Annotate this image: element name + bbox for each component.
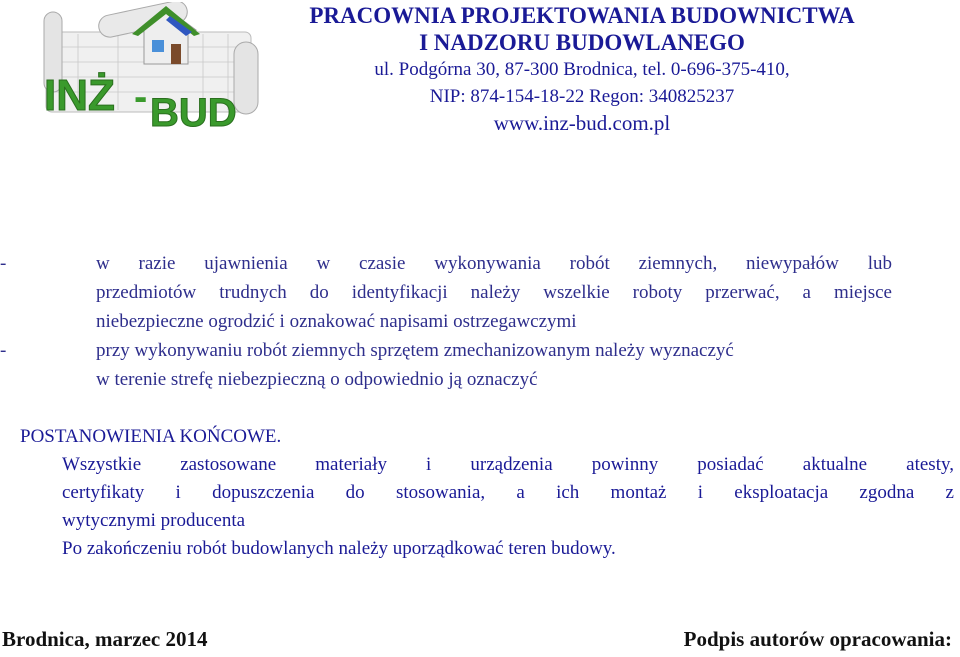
signature-label: Podpis autorów opracowania: bbox=[683, 627, 952, 651]
company-address-line2: NIP: 874-154-18-22 Regon: 340825237 bbox=[429, 86, 735, 107]
bullet-dash: - bbox=[0, 340, 7, 361]
paragraph-line: wytycznymi producenta bbox=[62, 510, 246, 531]
svg-text:INŻ: INŻ bbox=[44, 71, 115, 120]
closing-sentence: Po zakończeniu robót budowlanych należy uporządkować teren budowy. bbox=[62, 538, 616, 559]
final-provisions-paragraph bbox=[62, 451, 954, 563]
bullet-line: niebezpieczne ogrodzić i oznakować napisami ostrzegawczymi bbox=[96, 311, 577, 332]
company-logo bbox=[38, 2, 270, 152]
company-header bbox=[270, 2, 894, 137]
place-date: Brodnica, marzec 2014 bbox=[2, 627, 208, 651]
section-title: POSTANOWIENIA KOŃCOWE. bbox=[20, 426, 282, 447]
company-website: www.inz-bud.com.pl bbox=[493, 111, 671, 135]
paragraph-line: certyfikaty i dopuszczenia do stosowania, a ich montaż i eksploatacja zgodna z bbox=[62, 482, 954, 503]
list-item bbox=[0, 249, 892, 336]
bullet-dash: - bbox=[0, 253, 7, 274]
svg-text:-: - bbox=[134, 75, 148, 119]
paragraph-line: Wszystkie zastosowane materiały i urządzenia powinny posiadać aktualne atesty, bbox=[62, 454, 954, 475]
company-address-line1: ul. Podgórna 30, 87-300 Brodnica, tel. 0-696-375-410, bbox=[374, 59, 790, 80]
svg-text:BUD: BUD bbox=[150, 91, 237, 135]
company-name-line1: PRACOWNIA PROJEKTOWANIA BUDOWNICTWA bbox=[309, 3, 855, 28]
safety-bullet-list bbox=[0, 249, 954, 394]
bullet-line: w terenie strefę niebezpieczną o odpowiednio ją oznaczyć bbox=[96, 369, 538, 390]
bullet-line: przedmiotów trudnych do identyfikacji należy wszelkie roboty przerwać, a miejsce bbox=[96, 282, 892, 303]
bullet-line: przy wykonywaniu robót ziemnych sprzętem zmechanizowanym należy wyznaczyć bbox=[96, 340, 734, 361]
list-item bbox=[0, 336, 892, 394]
company-name-line2: I NADZORU BUDOWLANEGO bbox=[419, 30, 745, 55]
bullet-line: w razie ujawnienia w czasie wykonywania robót ziemnych, niewypałów lub bbox=[96, 253, 892, 274]
